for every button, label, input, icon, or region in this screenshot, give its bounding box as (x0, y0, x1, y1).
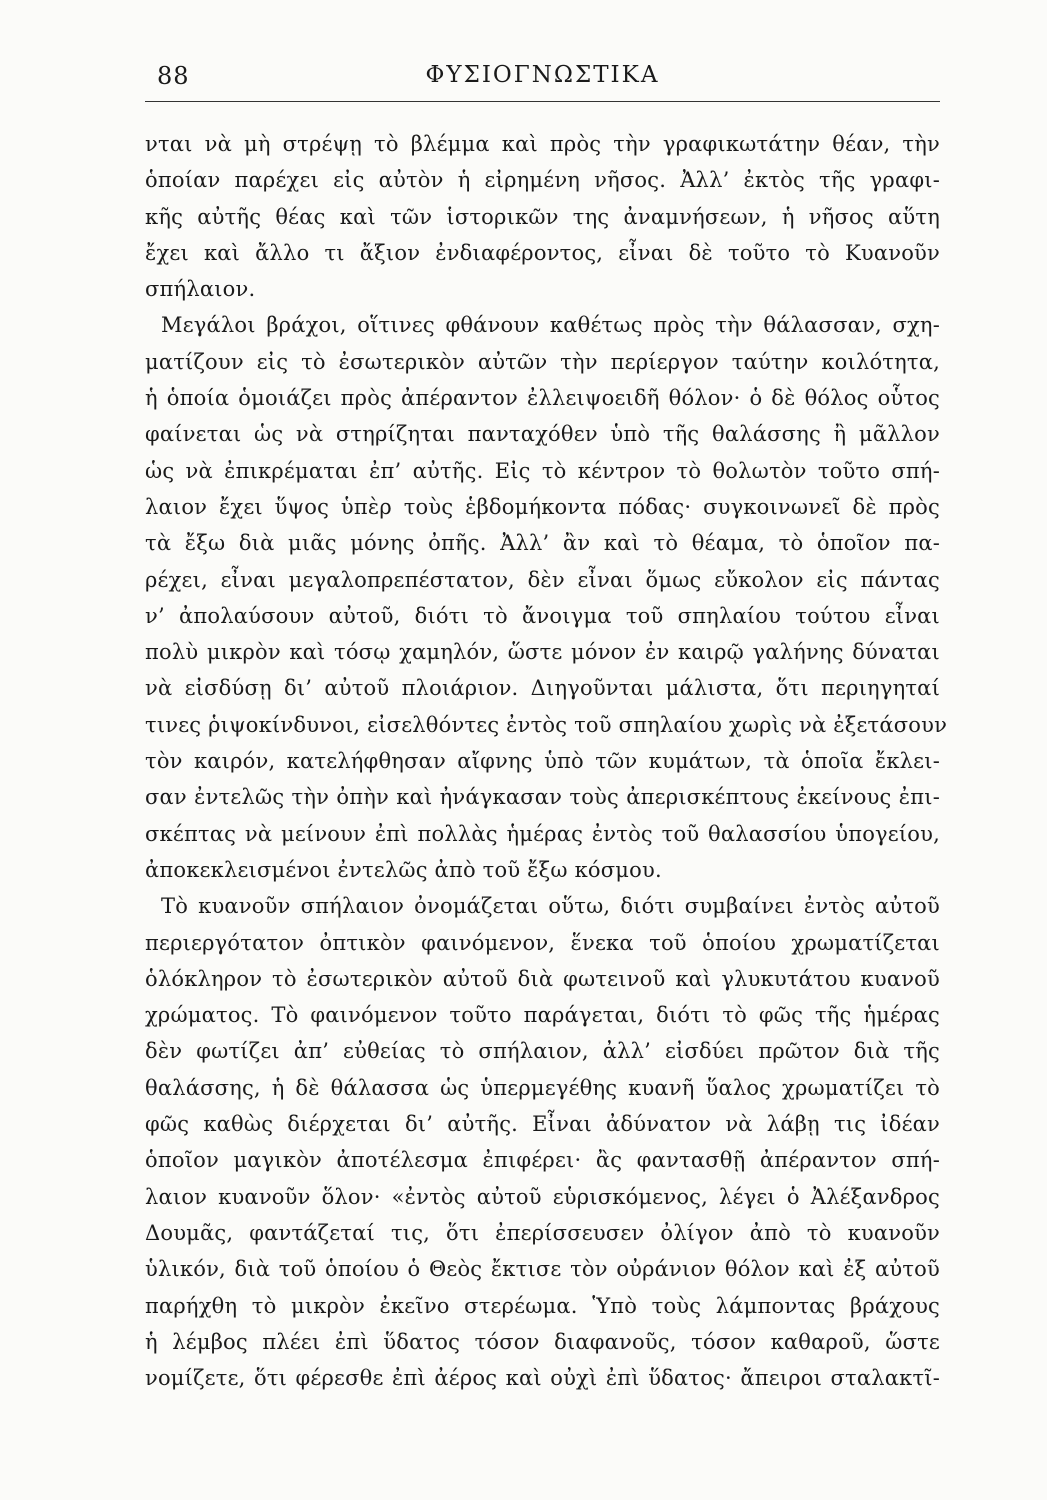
text-line: τὸν καιρόν, κατελήφθησαν αἴφνης ὑπὸ τῶν κυμάτων, τὰ ὁποῖα ἔκλει- (145, 749, 940, 774)
text-line: ὁλόκληρον τὸ ἐσωτερικὸν αὐτοῦ διὰ φωτεινοῦ καὶ γλυκυτάτου κυανοῦ (145, 966, 940, 991)
text-line: τὰ ἔξω διὰ μιᾶς μόνης ὀπῆς. Ἀλλ’ ἂν καὶ τὸ θέαμα, τὸ ὁποῖον πα- (145, 531, 940, 556)
text-line: σπήλαιον. (145, 277, 256, 302)
text-line: νὰ εἰσδύσῃ δι’ αὐτοῦ πλοιάριον. Διηγοῦνται μάλιστα, ὅτι περιηγηταί (145, 676, 940, 701)
text-line: ἡ λέμβος πλέει ἐπὶ ὕδατος τόσον διαφανοῦς, τόσον καθαροῦ, ὥστε (145, 1329, 940, 1354)
text-line: δὲν φωτίζει ἀπ’ εὐθείας τὸ σπήλαιον, ἀλλ’ εἰσδύει πρῶτον διὰ τῆς (145, 1039, 940, 1064)
text-line: ἡ ὁποία ὁμοιάζει πρὸς ἀπέραντον ἐλλειψοειδῆ θόλον· ὁ δὲ θόλος οὗτος (145, 386, 940, 411)
page-number: 88 (157, 62, 190, 90)
text-line: περιεργότατον ὀπτικὸν φαινόμενον, ἕνεκα τοῦ ὁποίου χρωματίζεται (145, 930, 940, 955)
text-line: λαιον ἔχει ὕψος ὑπὲρ τοὺς ἑβδομήκοντα πόδας· συγκοινωνεῖ δὲ πρὸς (145, 494, 940, 519)
paragraph (145, 888, 940, 1396)
paragraph (145, 307, 948, 888)
text-line: Μεγάλοι βράχοι, οἵτινες φθάνουν καθέτως πρὸς τὴν θάλασσαν, σχη- (161, 313, 940, 338)
header-rule (145, 101, 940, 102)
text-line: ἀποκεκλεισμένοι ἐντελῶς ἀπὸ τοῦ ἔξω κόσμου. (145, 857, 662, 882)
text-line: ἔχει καὶ ἄλλο τι ἄξιον ἐνδιαφέροντος, εἶναι δὲ τοῦτο τὸ Κυανοῦν (145, 240, 940, 265)
text-line: φῶς καθὼς διέρχεται δι’ αὐτῆς. Εἶναι ἀδύνατον νὰ λάβῃ τις ἰδέαν (145, 1112, 940, 1137)
text-line: ματίζουν εἰς τὸ ἐσωτερικὸν αὐτῶν τὴν περίεργον ταύτην κοιλότητα, (145, 349, 940, 374)
text-line: θαλάσσης, ἡ δὲ θάλασσα ὡς ὑπερμεγέθης κυανῆ ὕαλος χρωματίζει τὸ (145, 1075, 940, 1100)
text-line: λαιον κυανοῦν ὅλον· «ἐντὸς αὐτοῦ εὑρισκόμενος, λέγει ὁ Ἀλέξανδρος (145, 1184, 940, 1209)
text-line: κῆς αὐτῆς θέας καὶ τῶν ἱστορικῶν της ἀναμνήσεων, ἡ νῆσος αὕτη (145, 204, 940, 229)
page-header (145, 58, 940, 92)
text-line: τινες ῥιψοκίνδυνοι, εἰσελθόντες ἐντὸς τοῦ σπηλαίου χωρὶς νὰ ἐξετάσουν (145, 712, 948, 737)
text-line: νομίζετε, ὅτι φέρεσθε ἐπὶ ἀέρος καὶ οὐχὶ ἐπὶ ὕδατος· ἄπειροι σταλακτῖ- (145, 1366, 940, 1391)
text-line: ὁποίαν παρέχει εἰς αὐτὸν ἡ εἰρημένη νῆσος. Ἀλλ’ ἐκτὸς τῆς γραφι- (145, 168, 940, 193)
text-line: πολὺ μικρὸν καὶ τόσῳ χαμηλόν, ὥστε μόνον ἐν καιρῷ γαλήνης δύναται (145, 640, 940, 665)
text-line: Δουμᾶς, φαντάζεταί τις, ὅτι ἐπερίσσευσεν ὀλίγον ἀπὸ τὸ κυανοῦν (145, 1220, 940, 1245)
text-line: ν’ ἀπολαύσουν αὐτοῦ, διότι τὸ ἄνοιγμα τοῦ σπηλαίου τούτου εἶναι (145, 603, 940, 628)
text-line: παρήχθη τὸ μικρὸν ἐκεῖνο στερέωμα. Ὑπὸ τοὺς λάμποντας βράχους (145, 1293, 940, 1318)
running-title: ΦΥΣΙΟΓΝΩΣΤΙΚΑ (425, 62, 660, 88)
text-line: φαίνεται ὡς νὰ στηρίζηται πανταχόθεν ὑπὸ τῆς θαλάσσης ἢ μᾶλλον (145, 422, 940, 447)
text-line: χρώματος. Τὸ φαινόμενον τοῦτο παράγεται, διότι τὸ φῶς τῆς ἡμέρας (145, 1003, 940, 1028)
text-line: νται νὰ μὴ στρέψῃ τὸ βλέμμα καὶ πρὸς τὴν γραφικωτάτην θέαν, τὴν (145, 132, 940, 156)
text-line: ὡς νὰ ἐπικρέμαται ἐπ’ αὐτῆς. Εἰς τὸ κέντρον τὸ θολωτὸν τοῦτο σπή- (145, 458, 940, 483)
text-line: σκέπτας νὰ μείνουν ἐπὶ πολλὰς ἡμέρας ἐντὸς τοῦ θαλασσίου ὑπογείου, (145, 821, 940, 846)
paragraph (145, 126, 940, 307)
text-line: ὁποῖον μαγικὸν ἀποτέλεσμα ἐπιφέρει· ἂς φαντασθῇ ἀπέραντον σπή- (145, 1148, 940, 1173)
body-text (145, 126, 948, 1396)
text-line: ὑλικόν, διὰ τοῦ ὁποίου ὁ Θεὸς ἔκτισε τὸν οὐράνιον θόλον καὶ ἐξ αὐτοῦ (145, 1257, 940, 1282)
text-line: σαν ἐντελῶς τὴν ὀπὴν καὶ ἠνάγκασαν τοὺς ἀπερισκέπτους ἐκείνους ἐπι- (145, 785, 940, 810)
text-line: ρέχει, εἶναι μεγαλοπρεπέστατον, δὲν εἶναι ὅμως εὔκολον εἰς πάντας (145, 567, 940, 592)
text-line: Τὸ κυανοῦν σπήλαιον ὀνομάζεται οὕτω, διότι συμβαίνει ἐντὸς αὐτοῦ (161, 894, 940, 919)
